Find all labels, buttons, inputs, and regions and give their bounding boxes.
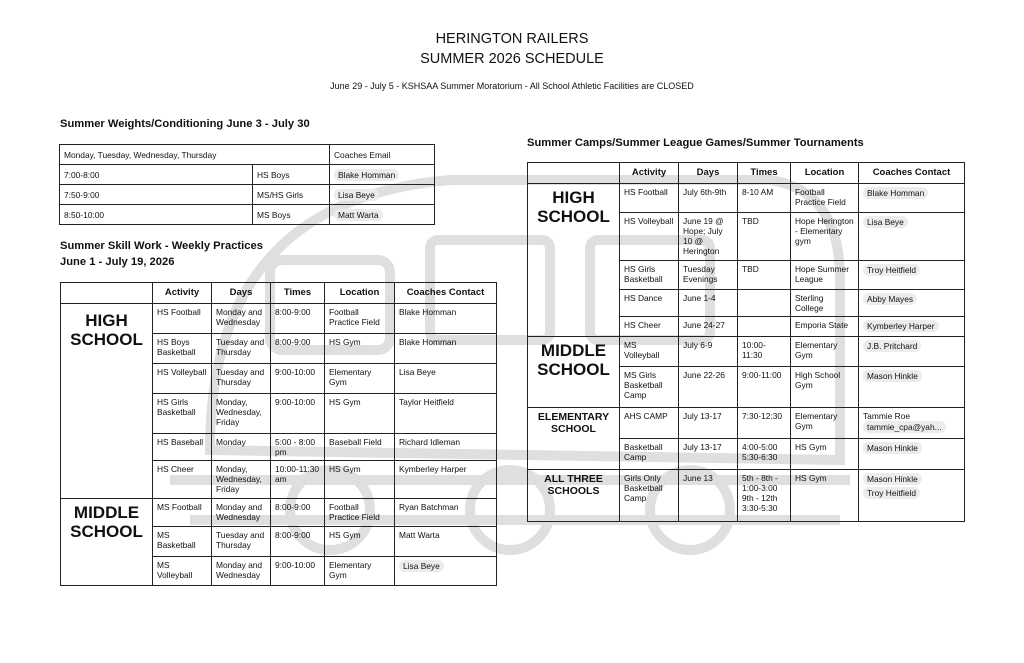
blank-header — [61, 283, 153, 304]
activity-cell: HS Dance — [620, 290, 679, 317]
days-cell: Monday, Wednesday, Friday — [212, 461, 271, 499]
coach-cell: Kymberley Harper — [395, 461, 497, 499]
days-cell: June 13 — [679, 470, 738, 522]
location-cell: Football Practice Field — [325, 304, 395, 334]
activity-cell: HS Baseball — [153, 434, 212, 461]
times-cell: 9:00-11:00 — [738, 367, 791, 408]
table-row — [60, 205, 435, 225]
coach-chip[interactable]: Troy Heitfield — [863, 487, 920, 499]
high-school-label: HIGH SCHOOL — [61, 304, 153, 499]
times-cell: 9:00-10:00 — [271, 364, 325, 394]
times-cell: 5:00 - 8:00 pm — [271, 434, 325, 461]
high-school-label: HIGH SCHOOL — [528, 184, 620, 337]
coach-cell — [859, 408, 965, 439]
table-header-row — [528, 163, 965, 184]
page-title-line1: HERINGTON RAILERS — [435, 31, 589, 47]
table-header-row — [61, 283, 497, 304]
times-cell: 10:00-11:30 — [738, 337, 791, 367]
coach-chip[interactable]: Kymberley Harper — [863, 320, 939, 332]
location-cell: Football Practice Field — [325, 499, 395, 527]
col-days: Days — [212, 283, 271, 304]
col-times: Times — [738, 163, 791, 184]
coach-cell: Blake Homman — [395, 304, 497, 334]
location-cell: Sterling College — [791, 290, 859, 317]
col-days: Days — [679, 163, 738, 184]
times-line: 5th - 8th - — [742, 473, 778, 483]
weights-time: 7:50-9:00 — [60, 185, 253, 205]
times-line: 3:30-5:30 — [742, 503, 778, 513]
coach-chip[interactable]: Matt Warta — [334, 209, 383, 221]
weights-coach — [330, 165, 435, 185]
location-cell: HS Gym — [791, 439, 859, 470]
coach-chip[interactable]: Lisa Beye — [399, 560, 444, 572]
coach-cell: Richard Idleman — [395, 434, 497, 461]
middle-school-label: MIDDLE SCHOOL — [61, 499, 153, 586]
location-cell: HS Gym — [325, 461, 395, 499]
coach-cell — [395, 557, 497, 586]
location-cell: High School Gym — [791, 367, 859, 408]
coach-chip[interactable]: Abby Mayes — [863, 293, 917, 305]
coach-chip[interactable]: J.B. Pritchard — [863, 340, 921, 352]
all-schools-label: ALL THREE SCHOOLS — [528, 470, 620, 522]
moratorium-notice: June 29 - July 5 - KSHSAA Summer Moratorium - All School Athletic Facilities are CLOSED — [330, 81, 694, 91]
times-line: 5:30-6:30 — [742, 452, 778, 462]
table-row — [528, 337, 965, 367]
col-coaches: Coaches Contact — [859, 163, 965, 184]
coach-chip[interactable]: Lisa Beye — [334, 189, 379, 201]
skill-heading-line2: June 1 - July 19, 2026 — [60, 256, 175, 268]
activity-cell: HS Girls Basketball — [153, 394, 212, 434]
coach-cell — [859, 317, 965, 337]
location-cell: Elementary Gym — [325, 364, 395, 394]
weights-coaches-header: Coaches Email — [330, 145, 435, 165]
days-cell: Monday, Wednesday, Friday — [212, 394, 271, 434]
times-cell: 8:00-9:00 — [271, 527, 325, 557]
page-header — [0, 30, 1024, 91]
coach-cell: Ryan Batchman — [395, 499, 497, 527]
activity-cell: HS Cheer — [153, 461, 212, 499]
days-cell: July 13-17 — [679, 408, 738, 439]
times-cell: 10:00-11:30 am — [271, 461, 325, 499]
table-row — [61, 304, 497, 334]
location-cell: HS Gym — [791, 470, 859, 522]
activity-cell: MS Volleyball — [620, 337, 679, 367]
coach-cell — [859, 337, 965, 367]
coach-chip[interactable]: Lisa Beye — [863, 216, 908, 228]
coach-name: Tammie Roe — [863, 411, 911, 421]
days-cell: Monday and Wednesday — [212, 557, 271, 586]
weights-table — [59, 144, 435, 225]
coach-chip[interactable]: Blake Homman — [863, 187, 928, 199]
location-cell: HS Gym — [325, 334, 395, 364]
activity-cell: MS Girls Basketball Camp — [620, 367, 679, 408]
times-cell: 8:00-9:00 — [271, 334, 325, 364]
times-cell — [738, 439, 791, 470]
days-cell: June 24-27 — [679, 317, 738, 337]
location-cell: Hope Herington - Elementary gym — [791, 213, 859, 261]
activity-cell: HS Boys Basketball — [153, 334, 212, 364]
times-cell: TBD — [738, 213, 791, 261]
times-cell: 9:00-10:00 — [271, 394, 325, 434]
weights-group: MS/HS Girls — [253, 185, 330, 205]
activity-cell: MS Football — [153, 499, 212, 527]
weights-coach — [330, 205, 435, 225]
blank-header — [528, 163, 620, 184]
times-cell — [738, 317, 791, 337]
times-line: 9th - 12th — [742, 493, 778, 503]
skill-heading — [60, 238, 263, 270]
col-activity: Activity — [620, 163, 679, 184]
table-row — [528, 408, 965, 439]
coach-cell — [859, 367, 965, 408]
times-line: 1:00-3:00 — [742, 483, 778, 493]
weights-coach — [330, 185, 435, 205]
coach-chip[interactable]: Mason Hinkle — [863, 473, 922, 485]
weights-time: 8:50-10:00 — [60, 205, 253, 225]
coach-cell — [859, 470, 965, 522]
coach-cell — [859, 439, 965, 470]
camps-heading: Summer Camps/Summer League Games/Summer Tournaments — [527, 137, 864, 149]
days-cell: Monday and Wednesday — [212, 499, 271, 527]
days-cell: June 1-4 — [679, 290, 738, 317]
coach-cell — [859, 290, 965, 317]
coach-cell — [859, 213, 965, 261]
coach-cell — [859, 184, 965, 213]
times-cell: 8:00-9:00 — [271, 304, 325, 334]
table-row — [60, 165, 435, 185]
location-cell: Emporia State — [791, 317, 859, 337]
camps-table — [527, 162, 965, 522]
location-cell: Elementary Gym — [325, 557, 395, 586]
location-cell: Elementary Gym — [791, 408, 859, 439]
days-cell: June 19 @ Hope; July 10 @ Herington — [679, 213, 738, 261]
weights-days-header: Monday, Tuesday, Wednesday, Thursday — [60, 145, 330, 165]
days-cell: Tuesday and Thursday — [212, 334, 271, 364]
times-cell — [738, 290, 791, 317]
weights-group: MS Boys — [253, 205, 330, 225]
coach-chip[interactable]: Mason Hinkle — [863, 442, 922, 454]
days-cell: Monday — [212, 434, 271, 461]
coach-cell: Taylor Heitfield — [395, 394, 497, 434]
activity-cell: Girls Only Basketball Camp — [620, 470, 679, 522]
coach-cell: Matt Warta — [395, 527, 497, 557]
activity-cell: HS Volleyball — [153, 364, 212, 394]
activity-cell: MS Volleyball — [153, 557, 212, 586]
activity-cell: HS Football — [620, 184, 679, 213]
middle-school-label: MIDDLE SCHOOL — [528, 337, 620, 408]
days-cell: Tuesday Evenings — [679, 261, 738, 290]
times-cell: 8:00-9:00 — [271, 499, 325, 527]
days-cell: July 6-9 — [679, 337, 738, 367]
activity-cell: HS Cheer — [620, 317, 679, 337]
table-row — [61, 499, 497, 527]
activity-cell: AHS CAMP — [620, 408, 679, 439]
location-cell: Elementary Gym — [791, 337, 859, 367]
location-cell: Baseball Field — [325, 434, 395, 461]
times-cell: 8-10 AM — [738, 184, 791, 213]
col-coaches: Coaches Contact — [395, 283, 497, 304]
table-row — [60, 145, 435, 165]
times-line: 4:00-5:00 — [742, 442, 778, 452]
weights-heading: Summer Weights/Conditioning June 3 - July 30 — [60, 118, 310, 130]
coach-chip[interactable]: Mason Hinkle — [863, 370, 922, 382]
page-title-line2: SUMMER 2026 SCHEDULE — [420, 51, 604, 67]
coach-cell: Lisa Beye — [395, 364, 497, 394]
location-cell: Hope Summer League — [791, 261, 859, 290]
table-row — [60, 185, 435, 205]
elementary-school-label: ELEMENTARY SCHOOL — [528, 408, 620, 470]
days-cell: Tuesday and Thursday — [212, 364, 271, 394]
table-row — [528, 184, 965, 213]
days-cell: June 22-26 — [679, 367, 738, 408]
weights-time: 7:00-8:00 — [60, 165, 253, 185]
location-cell: HS Gym — [325, 394, 395, 434]
coach-cell: Blake Homman — [395, 334, 497, 364]
days-cell: Monday and Wednesday — [212, 304, 271, 334]
days-cell: July 6th-9th — [679, 184, 738, 213]
coach-email-chip[interactable]: tammie_cpa@yah... — [863, 421, 946, 433]
coach-chip[interactable]: Troy Heitfield — [863, 264, 920, 276]
activity-cell: Basketball Camp — [620, 439, 679, 470]
skill-heading-line1: Summer Skill Work - Weekly Practices — [60, 240, 263, 252]
coach-cell — [859, 261, 965, 290]
times-cell: TBD — [738, 261, 791, 290]
days-cell: Tuesday and Thursday — [212, 527, 271, 557]
activity-cell: MS Basketball — [153, 527, 212, 557]
weights-group: HS Boys — [253, 165, 330, 185]
table-row — [528, 470, 965, 522]
col-activity: Activity — [153, 283, 212, 304]
skill-table — [60, 282, 497, 586]
location-cell: Football Practice Field — [791, 184, 859, 213]
activity-cell: HS Girls Basketball — [620, 261, 679, 290]
times-cell: 7:30-12:30 — [738, 408, 791, 439]
days-cell: July 13-17 — [679, 439, 738, 470]
col-location: Location — [325, 283, 395, 304]
col-location: Location — [791, 163, 859, 184]
col-times: Times — [271, 283, 325, 304]
location-cell: HS Gym — [325, 527, 395, 557]
times-cell — [738, 470, 791, 522]
activity-cell: HS Football — [153, 304, 212, 334]
times-cell: 9:00-10:00 — [271, 557, 325, 586]
coach-chip[interactable]: Blake Homman — [334, 169, 399, 181]
activity-cell: HS Volleyball — [620, 213, 679, 261]
